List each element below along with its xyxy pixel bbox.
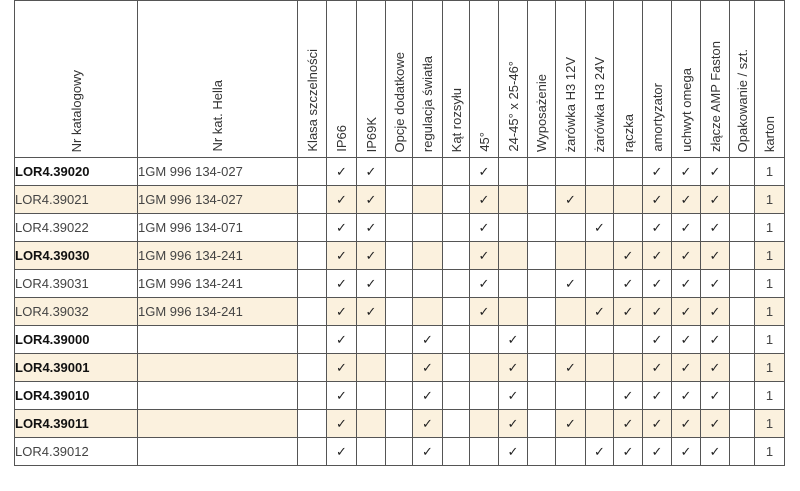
- sealing-group-gap: [298, 158, 327, 186]
- light-regulation-cell: ✓: [413, 326, 443, 354]
- bulb-24v-cell: ✓: [586, 298, 614, 326]
- spread-group-gap: [443, 186, 470, 214]
- damper-cell: ✓: [643, 186, 672, 214]
- catalog-number-cell: LOR4.39020: [15, 158, 138, 186]
- ip66-cell: ✓: [327, 326, 357, 354]
- omega-bracket-cell: ✓: [672, 326, 701, 354]
- handle-cell: [614, 214, 643, 242]
- light-regulation-cell: [413, 242, 443, 270]
- spread-group-gap: [443, 158, 470, 186]
- hella-number-cell: [138, 326, 298, 354]
- header-bulb-12v: żarówka H3 12V: [556, 1, 586, 158]
- amp-faston-cell: ✓: [701, 186, 730, 214]
- ip69k-cell: ✓: [357, 298, 386, 326]
- header-ip69k: IP69K: [357, 1, 386, 158]
- damper-cell: ✓: [643, 242, 672, 270]
- carton-cell: 1: [755, 382, 785, 410]
- light-regulation-cell: ✓: [413, 438, 443, 466]
- catalog-number-cell: LOR4.39000: [15, 326, 138, 354]
- ip66-cell: ✓: [327, 354, 357, 382]
- sealing-group-gap: [298, 354, 327, 382]
- amp-faston-cell: ✓: [701, 298, 730, 326]
- 45-degree-cell: ✓: [470, 158, 499, 186]
- omega-bracket-cell: ✓: [672, 298, 701, 326]
- catalog-number-cell: LOR4.39022: [15, 214, 138, 242]
- equipment-group-gap: [528, 298, 556, 326]
- spread-group-gap: [443, 438, 470, 466]
- options-group-gap: [386, 214, 413, 242]
- 45-degree-cell: ✓: [470, 298, 499, 326]
- omega-bracket-cell: ✓: [672, 410, 701, 438]
- light-regulation-cell: [413, 214, 443, 242]
- spread-group-gap: [443, 214, 470, 242]
- table-row: [15, 326, 785, 354]
- bulb-24v-cell: [586, 242, 614, 270]
- 24-45-degree-cell: ✓: [499, 326, 528, 354]
- packaging-group-gap: [730, 186, 755, 214]
- ip66-cell: ✓: [327, 382, 357, 410]
- header-spread-angle: Kąt rozsyłu: [443, 1, 470, 158]
- options-group-gap: [386, 186, 413, 214]
- ip69k-cell: ✓: [357, 270, 386, 298]
- 24-45-degree-cell: [499, 214, 528, 242]
- options-group-gap: [386, 438, 413, 466]
- equipment-group-gap: [528, 186, 556, 214]
- carton-cell: 1: [755, 438, 785, 466]
- sealing-group-gap: [298, 326, 327, 354]
- light-regulation-cell: ✓: [413, 410, 443, 438]
- omega-bracket-cell: ✓: [672, 438, 701, 466]
- spread-group-gap: [443, 410, 470, 438]
- handle-cell: [614, 354, 643, 382]
- handle-cell: ✓: [614, 242, 643, 270]
- catalog-number-cell: LOR4.39011: [15, 410, 138, 438]
- table-row: [15, 298, 785, 326]
- 24-45-degree-cell: ✓: [499, 438, 528, 466]
- ip69k-cell: [357, 382, 386, 410]
- bulb-12v-cell: [556, 438, 586, 466]
- bulb-24v-cell: [586, 270, 614, 298]
- 24-45-degree-cell: [499, 270, 528, 298]
- sealing-group-gap: [298, 186, 327, 214]
- bulb-12v-cell: [556, 242, 586, 270]
- packaging-group-gap: [730, 438, 755, 466]
- packaging-group-gap: [730, 214, 755, 242]
- bulb-24v-cell: [586, 382, 614, 410]
- equipment-group-gap: [528, 438, 556, 466]
- options-group-gap: [386, 158, 413, 186]
- omega-bracket-cell: ✓: [672, 214, 701, 242]
- ip69k-cell: [357, 354, 386, 382]
- hella-number-cell: [138, 382, 298, 410]
- 45-degree-cell: ✓: [470, 242, 499, 270]
- header-sealing: Klasa szczelności: [298, 1, 327, 158]
- options-group-gap: [386, 382, 413, 410]
- carton-cell: 1: [755, 214, 785, 242]
- sealing-group-gap: [298, 298, 327, 326]
- omega-bracket-cell: ✓: [672, 242, 701, 270]
- hella-number-cell: 1GM 996 134-241: [138, 298, 298, 326]
- hella-number-cell: 1GM 996 134-027: [138, 186, 298, 214]
- omega-bracket-cell: ✓: [672, 382, 701, 410]
- table-row: [15, 410, 785, 438]
- ip69k-cell: ✓: [357, 242, 386, 270]
- hella-number-cell: 1GM 996 134-071: [138, 214, 298, 242]
- light-regulation-cell: ✓: [413, 354, 443, 382]
- amp-faston-cell: ✓: [701, 354, 730, 382]
- header-packaging: Opakowanie / szt.: [730, 1, 755, 158]
- bulb-12v-cell: ✓: [556, 410, 586, 438]
- omega-bracket-cell: ✓: [672, 186, 701, 214]
- catalog-number-cell: LOR4.39010: [15, 382, 138, 410]
- carton-cell: 1: [755, 298, 785, 326]
- header-carton: karton: [755, 1, 785, 158]
- bulb-12v-cell: [556, 298, 586, 326]
- ip66-cell: ✓: [327, 270, 357, 298]
- ip69k-cell: ✓: [357, 214, 386, 242]
- options-group-gap: [386, 242, 413, 270]
- packaging-group-gap: [730, 382, 755, 410]
- header-options: Opcje dodatkowe: [386, 1, 413, 158]
- hella-number-cell: 1GM 996 134-027: [138, 158, 298, 186]
- packaging-group-gap: [730, 410, 755, 438]
- header-amp-faston: złącze AMP Faston: [701, 1, 730, 158]
- 45-degree-cell: [470, 410, 499, 438]
- hella-number-cell: [138, 354, 298, 382]
- equipment-group-gap: [528, 214, 556, 242]
- header-ip66: IP66: [327, 1, 357, 158]
- handle-cell: [614, 158, 643, 186]
- hella-number-cell: 1GM 996 134-241: [138, 270, 298, 298]
- ip66-cell: ✓: [327, 438, 357, 466]
- hella-number-cell: 1GM 996 134-241: [138, 242, 298, 270]
- product-spec-table: [14, 0, 785, 466]
- damper-cell: ✓: [643, 298, 672, 326]
- carton-cell: 1: [755, 186, 785, 214]
- omega-bracket-cell: ✓: [672, 270, 701, 298]
- packaging-group-gap: [730, 298, 755, 326]
- carton-cell: 1: [755, 326, 785, 354]
- carton-cell: 1: [755, 158, 785, 186]
- ip69k-cell: ✓: [357, 186, 386, 214]
- handle-cell: ✓: [614, 410, 643, 438]
- header-equipment: Wyposażenie: [528, 1, 556, 158]
- omega-bracket-cell: ✓: [672, 354, 701, 382]
- catalog-number-cell: LOR4.39012: [15, 438, 138, 466]
- 45-degree-cell: [470, 438, 499, 466]
- header-catalog: Nr katalogowy: [15, 1, 138, 158]
- spread-group-gap: [443, 298, 470, 326]
- handle-cell: [614, 186, 643, 214]
- 24-45-degree-cell: ✓: [499, 354, 528, 382]
- 24-45-degree-cell: [499, 158, 528, 186]
- bulb-12v-cell: ✓: [556, 354, 586, 382]
- handle-cell: ✓: [614, 382, 643, 410]
- header-handle: rączka: [614, 1, 643, 158]
- handle-cell: [614, 326, 643, 354]
- packaging-group-gap: [730, 242, 755, 270]
- damper-cell: ✓: [643, 326, 672, 354]
- header-omega-bracket: uchwyt omega: [672, 1, 701, 158]
- table-row: [15, 438, 785, 466]
- equipment-group-gap: [528, 326, 556, 354]
- damper-cell: ✓: [643, 270, 672, 298]
- packaging-group-gap: [730, 158, 755, 186]
- bulb-24v-cell: [586, 158, 614, 186]
- ip69k-cell: [357, 326, 386, 354]
- 24-45-degree-cell: [499, 242, 528, 270]
- bulb-24v-cell: ✓: [586, 214, 614, 242]
- 24-45-degree-cell: [499, 186, 528, 214]
- equipment-group-gap: [528, 270, 556, 298]
- bulb-24v-cell: [586, 326, 614, 354]
- amp-faston-cell: ✓: [701, 326, 730, 354]
- amp-faston-cell: ✓: [701, 158, 730, 186]
- handle-cell: ✓: [614, 270, 643, 298]
- damper-cell: ✓: [643, 158, 672, 186]
- omega-bracket-cell: ✓: [672, 158, 701, 186]
- catalog-number-cell: LOR4.39031: [15, 270, 138, 298]
- table-row: [15, 186, 785, 214]
- 24-45-degree-cell: [499, 298, 528, 326]
- damper-cell: ✓: [643, 354, 672, 382]
- 24-45-degree-cell: ✓: [499, 410, 528, 438]
- 24-45-degree-cell: ✓: [499, 382, 528, 410]
- sealing-group-gap: [298, 214, 327, 242]
- header-bulb-24v: żarówka H3 24V: [586, 1, 614, 158]
- options-group-gap: [386, 270, 413, 298]
- amp-faston-cell: ✓: [701, 242, 730, 270]
- options-group-gap: [386, 326, 413, 354]
- carton-cell: 1: [755, 410, 785, 438]
- table-row: [15, 354, 785, 382]
- bulb-12v-cell: [556, 158, 586, 186]
- catalog-number-cell: LOR4.39021: [15, 186, 138, 214]
- bulb-24v-cell: [586, 186, 614, 214]
- catalog-number-cell: LOR4.39030: [15, 242, 138, 270]
- ip69k-cell: ✓: [357, 158, 386, 186]
- ip66-cell: ✓: [327, 298, 357, 326]
- sealing-group-gap: [298, 410, 327, 438]
- catalog-number-cell: LOR4.39001: [15, 354, 138, 382]
- header-light-regulation: regulacja światła: [413, 1, 443, 158]
- 45-degree-cell: ✓: [470, 186, 499, 214]
- header-24-45-degree: 24-45° x 25-46°: [499, 1, 528, 158]
- light-regulation-cell: [413, 158, 443, 186]
- ip66-cell: ✓: [327, 410, 357, 438]
- amp-faston-cell: ✓: [701, 410, 730, 438]
- table-row: [15, 242, 785, 270]
- 45-degree-cell: ✓: [470, 270, 499, 298]
- spread-group-gap: [443, 382, 470, 410]
- spread-group-gap: [443, 270, 470, 298]
- table-row: [15, 158, 785, 186]
- packaging-group-gap: [730, 326, 755, 354]
- bulb-24v-cell: ✓: [586, 438, 614, 466]
- 45-degree-cell: [470, 382, 499, 410]
- carton-cell: 1: [755, 242, 785, 270]
- light-regulation-cell: ✓: [413, 382, 443, 410]
- light-regulation-cell: [413, 270, 443, 298]
- sealing-group-gap: [298, 382, 327, 410]
- spread-group-gap: [443, 326, 470, 354]
- damper-cell: ✓: [643, 410, 672, 438]
- header-hella: Nr kat. Hella: [138, 1, 298, 158]
- damper-cell: ✓: [643, 438, 672, 466]
- bulb-12v-cell: [556, 326, 586, 354]
- damper-cell: ✓: [643, 214, 672, 242]
- hella-number-cell: [138, 438, 298, 466]
- ip66-cell: ✓: [327, 158, 357, 186]
- header-row: [15, 1, 785, 158]
- table-row: [15, 214, 785, 242]
- equipment-group-gap: [528, 382, 556, 410]
- amp-faston-cell: ✓: [701, 270, 730, 298]
- amp-faston-cell: ✓: [701, 214, 730, 242]
- table-body: [15, 158, 785, 466]
- ip66-cell: ✓: [327, 186, 357, 214]
- hella-number-cell: [138, 410, 298, 438]
- spread-group-gap: [443, 242, 470, 270]
- 45-degree-cell: [470, 326, 499, 354]
- amp-faston-cell: ✓: [701, 382, 730, 410]
- amp-faston-cell: ✓: [701, 438, 730, 466]
- damper-cell: ✓: [643, 382, 672, 410]
- 45-degree-cell: ✓: [470, 214, 499, 242]
- ip66-cell: ✓: [327, 214, 357, 242]
- sealing-group-gap: [298, 270, 327, 298]
- light-regulation-cell: [413, 298, 443, 326]
- light-regulation-cell: [413, 186, 443, 214]
- spread-group-gap: [443, 354, 470, 382]
- ip69k-cell: [357, 410, 386, 438]
- carton-cell: 1: [755, 270, 785, 298]
- options-group-gap: [386, 354, 413, 382]
- equipment-group-gap: [528, 354, 556, 382]
- header-damper: amortyzator: [643, 1, 672, 158]
- bulb-12v-cell: ✓: [556, 270, 586, 298]
- handle-cell: ✓: [614, 298, 643, 326]
- packaging-group-gap: [730, 354, 755, 382]
- bulb-24v-cell: [586, 410, 614, 438]
- options-group-gap: [386, 410, 413, 438]
- bulb-12v-cell: [556, 382, 586, 410]
- bulb-24v-cell: [586, 354, 614, 382]
- ip66-cell: ✓: [327, 242, 357, 270]
- equipment-group-gap: [528, 242, 556, 270]
- equipment-group-gap: [528, 410, 556, 438]
- header-45-degree: 45°: [470, 1, 499, 158]
- catalog-number-cell: LOR4.39032: [15, 298, 138, 326]
- bulb-12v-cell: [556, 214, 586, 242]
- packaging-group-gap: [730, 270, 755, 298]
- carton-cell: 1: [755, 354, 785, 382]
- table-row: [15, 382, 785, 410]
- handle-cell: ✓: [614, 438, 643, 466]
- ip69k-cell: [357, 438, 386, 466]
- sealing-group-gap: [298, 438, 327, 466]
- options-group-gap: [386, 298, 413, 326]
- bulb-12v-cell: ✓: [556, 186, 586, 214]
- sealing-group-gap: [298, 242, 327, 270]
- 45-degree-cell: [470, 354, 499, 382]
- equipment-group-gap: [528, 158, 556, 186]
- table-row: [15, 270, 785, 298]
